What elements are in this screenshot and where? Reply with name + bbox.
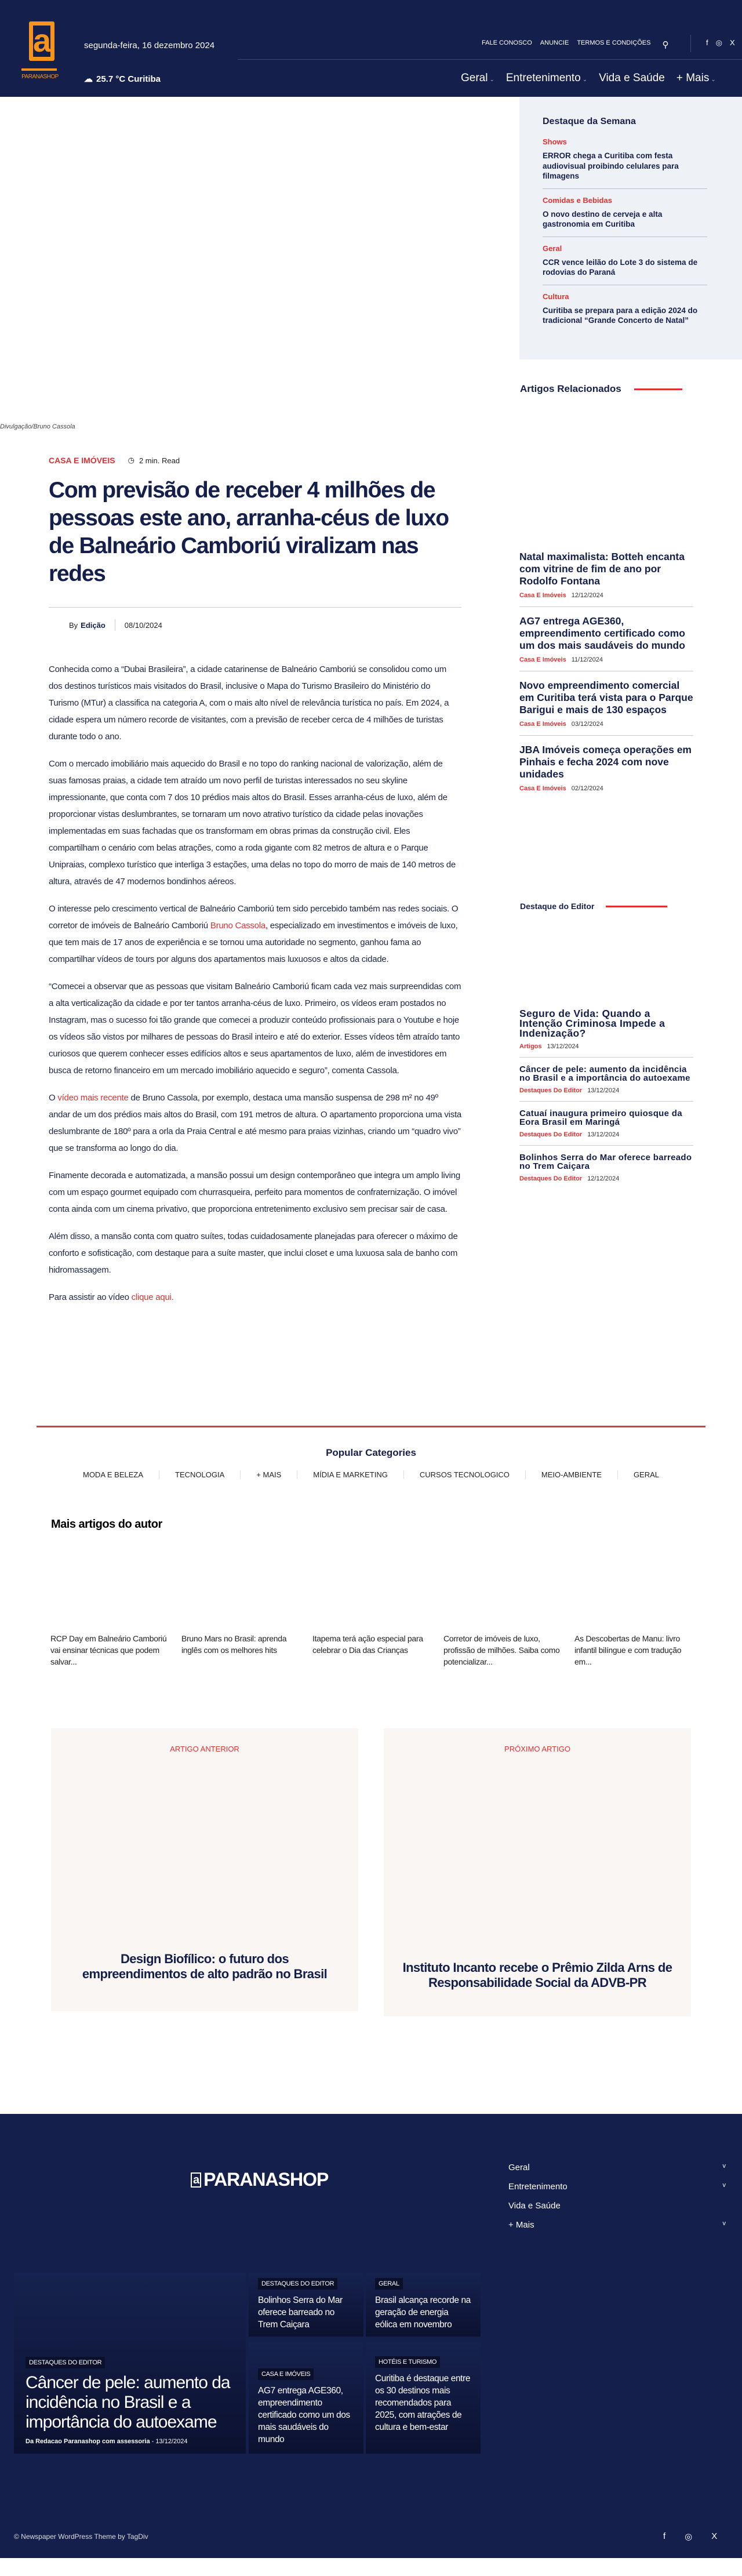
paragraph: Além disso, a mansão conta com quatro suítes, todas cuidadosamente planejadas para oferecer o máximo de conforto e sofisticação, com destaque para a suíte master, que inclui closet e uma luxuosa sala de banho com hidromassagem. — [49, 1231, 458, 1275]
nav-geral[interactable] — [461, 72, 494, 85]
item-date: 11/12/2024 — [571, 656, 603, 663]
item-category[interactable]: Casa E Imóveis — [519, 592, 566, 599]
item-title[interactable]: ERROR chega a Curitiba com festa audiovisual proibindo celulares para filmagens — [543, 151, 679, 180]
text: Para assistir ao vídeo — [49, 1292, 132, 1302]
copyright: © Newspaper WordPress Theme by TagDiv — [14, 2533, 148, 2541]
card-title[interactable]: Bolinhos Serra do Mar oferece barreado no Trem Caiçara — [258, 2295, 343, 2330]
item-title[interactable]: Novo empreendimento comercial em Curitiba terá vista para o Parque Barigui e mais de 130 espaços — [519, 680, 693, 715]
site-header — [0, 0, 742, 97]
card-tag[interactable]: GERAL — [375, 2278, 403, 2290]
instagram-icon[interactable]: ◎ — [685, 2532, 693, 2542]
card-tag[interactable]: DESTAQUES DO EDITOR — [26, 2357, 105, 2368]
card-title[interactable]: Câncer de pele: aumento da incidência no Brasil e a importância do autoexame — [26, 2373, 230, 2432]
paragraph: Conhecida como a “Dubai Brasileira”, a cidade catarinense de Balneário Camboriú se consolidou como um dos destinos turísticos mais visitados do Brasil, inclusive o Mapa do Turismo Brasileiro do Ministério do Turismo (MTur) a classifica na categoria A, com o mais alto nível de relevância turística no país. Em 2024, a cidade espera um número recorde de visitantes, com a previsão de receber cerca de 4 milhões de turistas durante todo o ano. — [49, 664, 449, 742]
author-article-link[interactable]: RCP Day em Balneário Camboriú vai ensinar técnicas que podem salvar... — [50, 1634, 167, 1666]
author-article-link[interactable]: As Descobertas de Manu: livro infantil bilíngue e com tradução em... — [574, 1634, 682, 1666]
list-item[interactable] — [543, 292, 707, 333]
link-anuncie[interactable]: ANUNCIE — [540, 39, 569, 46]
item-category[interactable]: Casa E Imóveis — [519, 785, 566, 792]
article-title: Com previsão de receber 4 milhões de pessoas este ano, arranha-céus de luxo de Balneário Camboriú viralizam nas redes — [49, 478, 449, 586]
item-category[interactable]: Casa E Imóveis — [519, 721, 566, 728]
chevron-down-icon[interactable]: v — [722, 2182, 726, 2189]
card-date: 13/12/2024 — [155, 2438, 188, 2445]
previous-article-card[interactable] — [51, 1728, 358, 2011]
item-title[interactable]: AG7 entrega AGE360, empreendimento certificado como um dos mais saudáveis do mundo — [519, 615, 685, 651]
read-time — [128, 456, 180, 465]
footer-menu-vida-saude[interactable] — [508, 2201, 726, 2220]
destaque-semana — [519, 97, 742, 359]
small-card[interactable] — [366, 2273, 481, 2337]
item-title[interactable]: Seguro de Vida: Quando a Intenção Criminosa Impede a Indenização? — [519, 1008, 665, 1039]
list-item[interactable] — [519, 615, 693, 671]
item-title[interactable]: Natal maximalista: Botteh encanta com vitrine de fim de ano por Rodolfo Fontana — [519, 551, 685, 587]
list-item[interactable] — [519, 744, 693, 800]
nav-vida-saude[interactable] — [599, 72, 665, 85]
related-list — [519, 551, 693, 808]
list-item[interactable] — [519, 1009, 693, 1058]
video-link[interactable]: vídeo mais recente — [57, 1093, 129, 1103]
item-category[interactable]: Shows — [543, 137, 567, 146]
footer-menu — [508, 2163, 726, 2239]
item-date: 13/12/2024 — [587, 1131, 620, 1138]
footer-social — [663, 2531, 717, 2542]
card-tag[interactable]: HOTÉIS E TURISMO — [375, 2356, 440, 2368]
nav-label: + Mais — [676, 72, 710, 84]
category-link[interactable]: TECNOLOGIA — [159, 1470, 240, 1479]
item-category[interactable]: Destaques Do Editor — [519, 1175, 583, 1182]
text: O — [49, 1093, 58, 1103]
byline — [69, 619, 162, 631]
nav-label: Geral — [461, 72, 488, 84]
author-article-link[interactable]: Corretor de imóveis de luxo, profissão de milhões. Saiba como potencializar... — [443, 1634, 560, 1666]
category-link[interactable]: + MAIS — [240, 1470, 297, 1479]
paragraph — [49, 900, 461, 968]
next-title[interactable]: Instituto Incanto recebe o Prêmio Zilda Arns de Responsabilidade Social da ADVB-PR — [402, 1960, 672, 1990]
weather-widget — [84, 74, 161, 84]
item-title[interactable]: JBA Imóveis começa operações em Pinhais e fecha 2024 com nove unidades — [519, 744, 692, 780]
divider — [238, 59, 742, 60]
clique-aqui-link[interactable]: clique aqui. — [131, 1292, 174, 1302]
list-item[interactable] — [543, 137, 707, 189]
main-nav — [461, 72, 716, 85]
nav-mais[interactable] — [676, 72, 716, 85]
paragraph: Finamente decorada e automatizada, a mansão possui um design contemporâneo que integra um amplo living com um espaço gourmet equipado com churrasqueira, perfeito para momentos de confraternização. O imóvel conta ainda com um cinema privativo, que proporciona entretenimento exclusivo sem precisar sair de casa. — [49, 1171, 460, 1214]
card-title[interactable]: Curitiba é destaque entre os 30 destinos mais recomendados para 2025, com atrações de cultura e bem-estar — [375, 2374, 471, 2432]
list-item[interactable] — [543, 244, 707, 285]
bruno-cassola-link[interactable]: Bruno Cassola — [210, 921, 265, 931]
category-link[interactable]: MODA E BELEZA — [82, 1470, 144, 1479]
logo-text: PARANASHOP — [203, 2169, 329, 2190]
item-date: 13/12/2024 — [587, 1087, 620, 1094]
item-title[interactable]: O novo destino de cerveja e alta gastronomia em Curitiba — [543, 209, 663, 228]
card-title[interactable]: AG7 entrega AGE360, empreendimento certificado como um dos mais saudáveis do mundo — [258, 2386, 350, 2444]
accent-line — [634, 388, 682, 390]
article-date: 08/10/2024 — [124, 620, 162, 630]
article-category[interactable]: CASA E IMÓVEIS — [49, 456, 115, 465]
popular-title: Popular Categories — [326, 1447, 416, 1458]
paragraph: Com o mercado imobiliário mais aquecido do Brasil e no topo do ranking nacional de valorização, além de suas famosas praias, a cidade tem atraído um novo perfil de turistas interessados no seu skyline impressionante, que conta com 7 dos 10 prédios mais altos do Brasil. Esses arranha-céus de luxo, além de proporcionar vistas deslumbrantes, se tornaram um novo atrativo turístico da cidade pelas inovações implementadas em suas fachadas que os transformam em obras primas da construção civil. Eles compartilham o cenário com belas atrações, como a roda gigante com 82 metros de altura e o Parque Unipraias, complexo turístico que interliga 3 estações, uma delas no topo do morro de mais de 140 metros de altura, através de 47 modernos bondinhos aéreos. — [49, 759, 456, 886]
item-title[interactable]: Câncer de pele: aumento da incidência no Brasil e a importância do autoexame — [519, 1064, 690, 1083]
category-link[interactable]: MEIO-AMBIENTE — [525, 1470, 617, 1479]
article-body — [49, 661, 461, 1316]
list-item[interactable] — [519, 1153, 693, 1189]
editor-list — [519, 1009, 693, 1197]
card-tag[interactable]: DESTAQUES DO EDITOR — [258, 2278, 337, 2290]
footer-menu-geral[interactable] — [508, 2163, 726, 2182]
next-label: PRÓXIMO ARTIGO — [504, 1745, 570, 1753]
section-title: Artigos Relacionados — [520, 383, 621, 394]
item-category[interactable]: Destaques Do Editor — [519, 1087, 583, 1094]
item-date: 13/12/2024 — [547, 1043, 579, 1050]
cloud-icon: ☁ — [84, 74, 93, 84]
related-heading — [520, 383, 682, 395]
paragraph — [49, 1089, 461, 1157]
site-footer — [0, 2114, 742, 2558]
category-link[interactable]: GERAL — [617, 1470, 675, 1479]
item-date: 12/12/2024 — [587, 1175, 620, 1182]
x-icon[interactable]: X — [711, 2531, 718, 2541]
item-category[interactable]: Geral — [543, 244, 562, 253]
link-fale-conosco[interactable]: FALE CONOSCO — [482, 39, 532, 46]
popular-categories — [0, 1470, 742, 1479]
logo-icon[interactable]: a — [29, 21, 54, 61]
list-item[interactable] — [519, 680, 693, 736]
category-link[interactable]: MÍDIA E MARKETING — [297, 1470, 403, 1479]
by-label: By — [69, 620, 78, 630]
footer-logo[interactable] — [191, 2169, 328, 2190]
card-title[interactable]: Brasil alcança recorde na geração de energia eólica em novembro — [375, 2295, 471, 2330]
item-date: 02/12/2024 — [571, 785, 603, 792]
article-meta — [49, 456, 180, 465]
logo-icon: a — [191, 2172, 201, 2188]
editor-heading — [520, 902, 667, 911]
small-card[interactable] — [249, 2273, 363, 2337]
facebook-icon[interactable]: f — [706, 38, 708, 47]
small-card[interactable] — [249, 2342, 363, 2454]
item-title[interactable]: Bolinhos Serra do Mar oferece barreado no Trem Caiçara — [519, 1153, 692, 1171]
footer-menu-entretenimento[interactable] — [508, 2182, 726, 2201]
logo-text[interactable]: PARANASHOP — [21, 74, 59, 80]
clock-icon: ◷ — [128, 456, 134, 464]
link-termos[interactable]: TERMOS E CONDIÇÕES — [577, 39, 651, 46]
item-title[interactable]: Curitiba se prepara para a edição 2024 do tradicional “Grande Concerto de Natal” — [543, 306, 698, 325]
divider — [49, 607, 461, 608]
menu-label: Entretenimento — [508, 2182, 568, 2192]
prev-title[interactable]: Design Biofílico: o futuro dos empreendimentos de alto padrão no Brasil — [82, 1952, 328, 1981]
text: , especializado em investimentos e imóveis de luxo, que tem mais de 17 anos de experiência e se tornou uma autoridade no segmento, ganhou fama ao compartilhar vídeos de tours por alguns dos apartamentos mais luxuosos e altos da cidade. — [49, 921, 458, 964]
featured-card[interactable] — [14, 2273, 246, 2454]
list-item[interactable] — [519, 551, 693, 607]
next-article-card[interactable] — [384, 1728, 691, 2017]
list-item[interactable] — [519, 1109, 693, 1146]
prev-label: ARTIGO ANTERIOR — [170, 1745, 239, 1753]
text: de Bruno Cassola, por exemplo, destaca uma mansão suspensa de 298 m² no 49º andar de um dos prédios mais altos do Brasil, com 191 metros de altura. O apartamento proporciona uma vista deslumbrante de 180º para a orla da Praia Central e até mesmo para praias vizinhas, criando um “quadro vivo” que se transforma ao longo do dia. — [49, 1093, 461, 1153]
instagram-icon[interactable]: ◎ — [715, 38, 722, 47]
chevron-down-icon: ⌄ — [711, 77, 716, 83]
small-card[interactable] — [366, 2342, 481, 2454]
facebook-icon[interactable]: f — [663, 2531, 666, 2541]
footer-menu-mais[interactable] — [508, 2220, 726, 2239]
divider — [690, 35, 691, 52]
chevron-down-icon[interactable]: v — [722, 2220, 726, 2227]
chevron-down-icon: ⌄ — [489, 77, 494, 83]
chevron-down-icon[interactable]: v — [722, 2163, 726, 2170]
category-link[interactable]: CURSOS TECNOLOGICO — [403, 1470, 525, 1479]
search-icon[interactable]: ⚲ — [662, 40, 669, 50]
item-date: 12/12/2024 — [571, 592, 603, 599]
item-title[interactable]: Catuaí inaugura primeiro quiosque da Eora Brasil em Maringá — [519, 1109, 682, 1127]
item-category[interactable]: Cultura — [543, 292, 569, 301]
accent-line — [606, 906, 667, 907]
x-icon[interactable]: X — [729, 38, 735, 47]
nav-entretenimento[interactable] — [506, 72, 587, 85]
item-title[interactable]: CCR vence leilão do Lote 3 do sistema de rodovias do Paraná — [543, 257, 698, 277]
card-author: Da Redacao Paranashop com assessoria — [26, 2438, 150, 2445]
item-date: 03/12/2024 — [571, 721, 603, 728]
card-tag[interactable]: CASA E IMÓVEIS — [258, 2368, 314, 2380]
card-meta — [26, 2438, 234, 2445]
separator: - — [151, 2438, 154, 2445]
list-item[interactable] — [519, 1065, 693, 1102]
item-category[interactable]: Casa E Imóveis — [519, 656, 566, 663]
nav-label: Vida e Saúde — [599, 72, 665, 84]
author-article-link[interactable]: Bruno Mars no Brasil: aprenda inglês com os melhores hits — [181, 1634, 287, 1655]
author-more-title: Mais artigos do autor — [51, 1518, 162, 1531]
social-links — [706, 38, 735, 48]
author-articles — [50, 1633, 705, 1667]
item-category[interactable]: Destaques Do Editor — [519, 1131, 583, 1138]
menu-label: Geral — [508, 2163, 530, 2172]
top-links — [482, 39, 668, 50]
item-category[interactable]: Artigos — [519, 1043, 542, 1050]
chevron-down-icon: ⌄ — [582, 77, 588, 83]
paragraph: “Comecei a observar que as pessoas que visitam Balneário Camboriú ficam cada vez mais surpreendidas com a alta verticalização da cidade e por ter tantos arranha-céus de luxo. Primeiro, os vídeos eram postados no Instagram, mas o sucesso foi tão grande que comecei a produzir conteúdo profissionais para o Youtube e hoje os vídeos são vistos por milhares de pessoas do Brasil inteiro e até do exterior. Esses vídeos têm atraído tanto curiosos que querem conhecer esses edifícios altos e seus apartamentos de luxo, além de investidores em busca de retorno financeiro em um mercado imobiliário aquecido e seguro”, comenta Cassola. — [49, 982, 461, 1076]
section-title: Destaque da Semana — [543, 117, 636, 126]
image-caption: Divulgação/Bruno Cassola — [0, 423, 75, 430]
section-title: Destaque do Editor — [520, 902, 595, 911]
item-category[interactable]: Comidas e Bebidas — [543, 195, 612, 205]
current-date: segunda-feira, 16 dezembro 2024 — [84, 41, 215, 50]
menu-label: + Mais — [508, 2220, 534, 2230]
text: O interesse pelo crescimento vertical de Balneário Camboriú tem sido percebido também nas redes sociais. O corretor de imóveis de Balneário Camboriú — [49, 904, 459, 931]
author-link[interactable]: Edição — [81, 620, 106, 630]
menu-label: Vida e Saúde — [508, 2201, 561, 2211]
author-article-link[interactable]: Itapema terá ação especial para celebrar o Dia das Crianças — [312, 1634, 423, 1655]
section-divider — [37, 1426, 705, 1427]
nav-label: Entretenimento — [505, 72, 581, 84]
read-time-text: 2 min. Read — [139, 456, 180, 465]
list-item[interactable] — [543, 196, 707, 237]
logo-underline — [21, 68, 57, 71]
weather-text: 25.7 °C Curitiba — [96, 74, 161, 84]
paragraph — [49, 1289, 461, 1306]
